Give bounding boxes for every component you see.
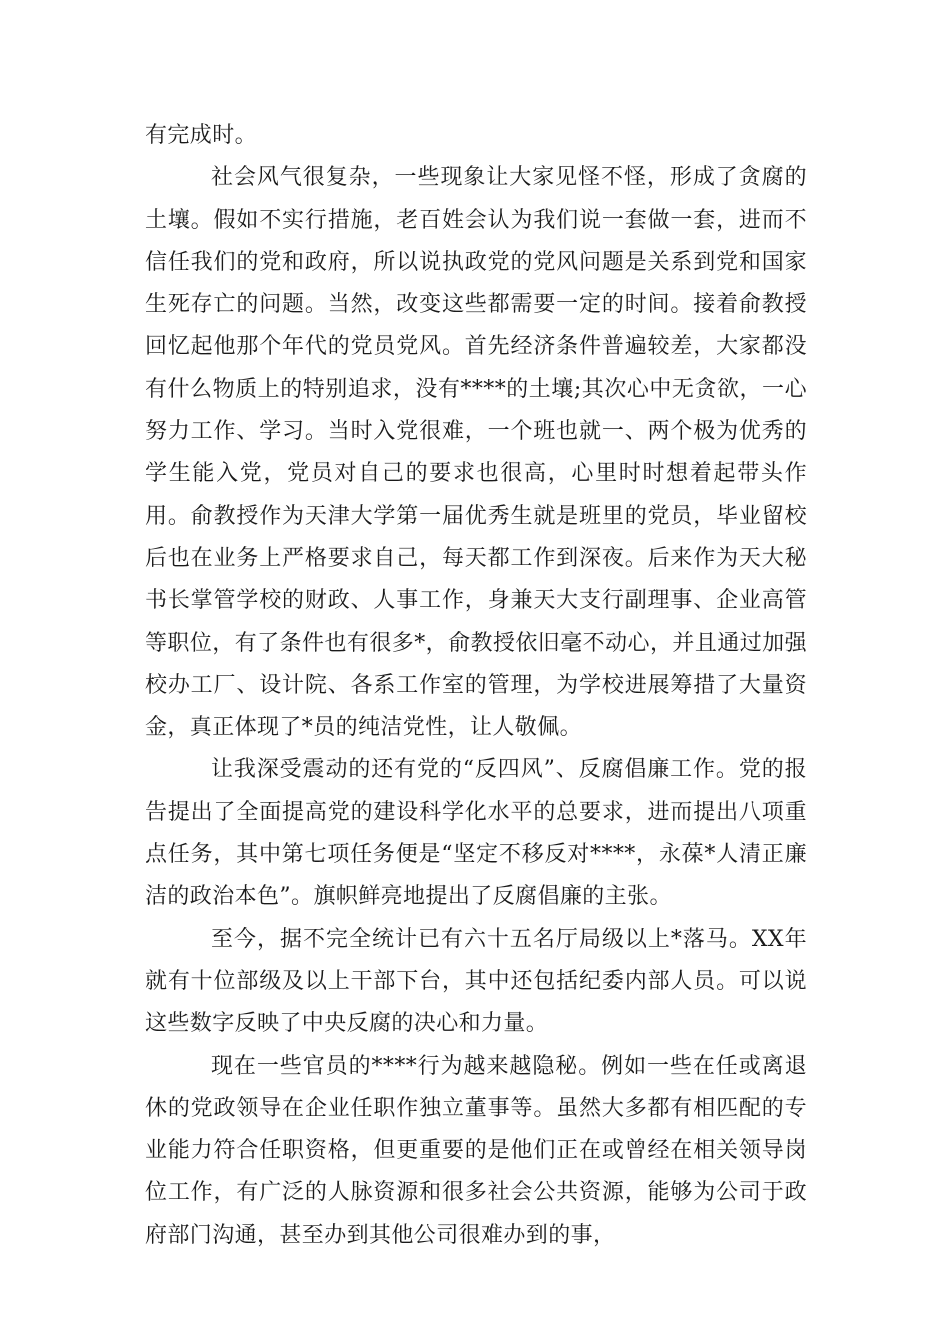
paragraph-hidden-corruption: 现在一些官员的****行为越来越隐秘。例如一些在任或离退休的党政领导在企业任职作独立董事等。虽然大多都有相匹配的专业能力符合任职资格，但更重要的是他们正在或曾经在相关领导岗位工作，有广泛的人脉资源和很多社会公共资源，能够为公司于政府部门沟通，甚至办到其他公司很难办到的事， [145,1053,807,1248]
document-page [145,115,807,1257]
paragraph-anti-corruption-work: 让我深受震动的还有党的“反四风”、反腐倡廉工作。党的报告提出了全面提高党的建设科学化水平的总要求，进而提出八项重点任务，其中第七项任务便是“坚定不移反对****，永葆*人清正廉洁的政治本色”。旗帜鲜亮地提出了反腐倡廉的主张。 [145,757,807,910]
paragraph-statistics: 至今，据不完全统计已有六十五名厅局级以上*落马。XX年就有十位部级及以上干部下台，其中还包括纪委内部人员。可以说这些数字反映了中央反腐的决心和力量。 [145,926,807,1037]
paragraph-continuation: 有完成时。 [145,123,258,148]
paragraph-social-atmosphere: 社会风气很复杂，一些现象让大家见怪不怪，形成了贪腐的土壤。假如不实行措施，老百姓会认为我们说一套做一套，进而不信任我们的党和政府，所以说执政党的党风问题是关系到党和国家生死存亡的问题。当然，改变这些都需要一定的时间。接着俞教授回忆起他那个年代的党员党风。首先经济条件普遍较差，大家都没有什么物质上的特别追求，没有****的土壤;其次心中无贪欲，一心努力工作、学习。当时入党很难，一个班也就一、两个极为优秀的学生能入党，党员对自己的要求也很高，心里时时想着起带头作用。俞教授作为天津大学第一届优秀生就是班里的党员，毕业留校后也在业务上严格要求自己，每天都工作到深夜。后来作为天大秘书长掌管学校的财政、人事工作，身兼天大支行副理事、企业高管等职位，有了条件也有很多*，俞教授依旧毫不动心，并且通过加强校办工厂、设计院、各系工作室的管理，为学校进展筹措了大量资金，真正体现了*员的纯洁党性，让人敬佩。 [145,165,807,741]
